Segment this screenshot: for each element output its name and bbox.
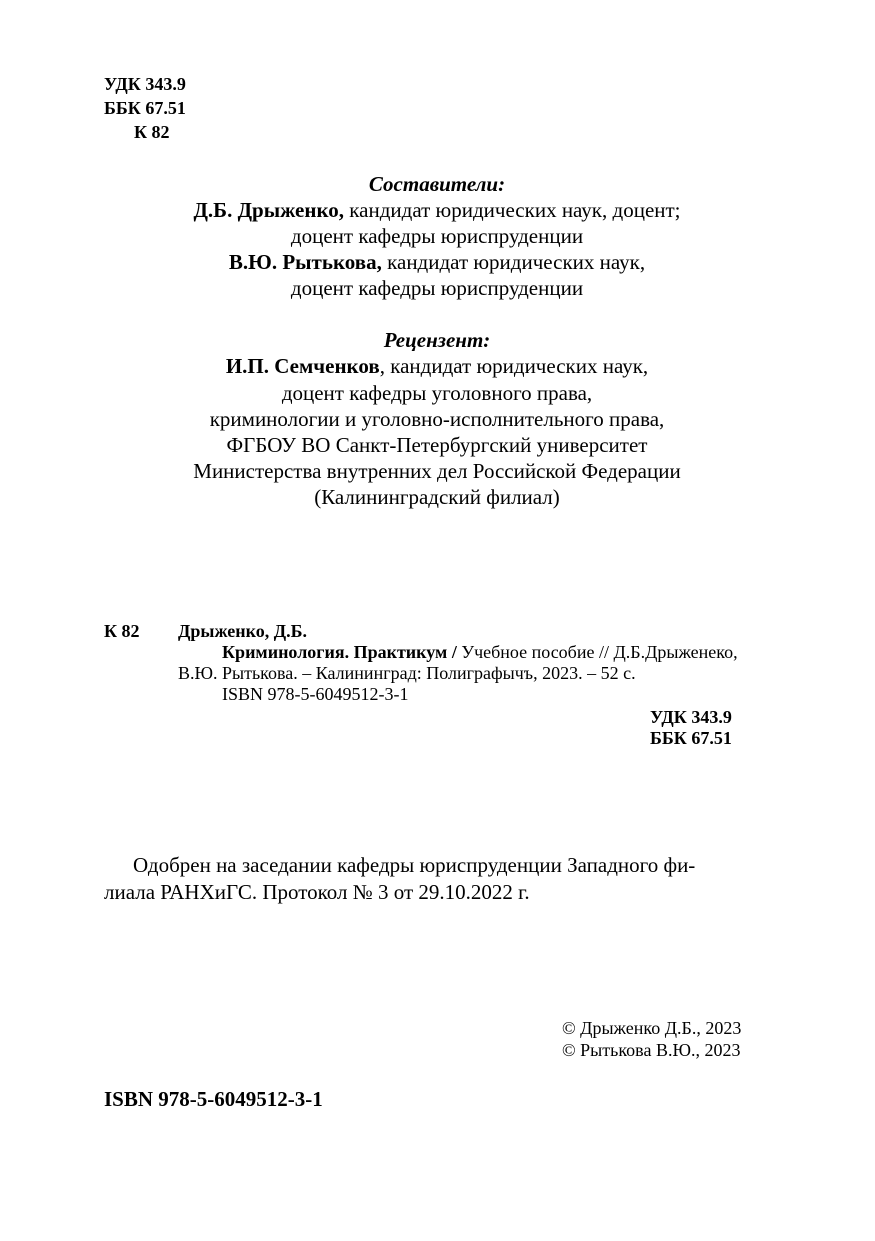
bib-udk: УДК 343.9 (650, 707, 732, 727)
bib-author: Дрыженко, Д.Б. (178, 621, 308, 641)
bib-bbk: ББК 67.51 (650, 728, 732, 748)
reviewer (100, 353, 774, 379)
bib-desc-2: В.Ю. Рытькова. – Калининград: Полиграфычъ, 2023. – 52 с. (178, 663, 636, 683)
compiler-2-name: В.Ю. Рытькова, (228, 250, 382, 274)
isbn-footer: ISBN 978-5-6049512-3-1 (104, 1087, 323, 1111)
reviewer-heading: Рецензент: (383, 328, 491, 352)
reviewer-line: Министерства внутренних дел Российской Федерации (193, 459, 681, 483)
bib-isbn: ISBN 978-5-6049512-3-1 (222, 684, 409, 704)
compiler-2-desc: кандидат юридических наук, (381, 250, 646, 274)
bib-title: Криминология. Практикум / (222, 642, 457, 662)
copyright-1: © Дрыженко Д.Б., 2023 (562, 1018, 742, 1038)
approval-line-2: лиала РАНХиГС. Протокол № 3 от 29.10.2022 г. (104, 880, 530, 904)
compiler-1-position: доцент кафедры юриспруденции (290, 224, 584, 248)
compiler-2 (100, 249, 774, 275)
author-mark: К 82 (134, 122, 170, 142)
compiler-2-position: доцент кафедры юриспруденции (290, 276, 584, 300)
copyright-2: © Рытькова В.Ю., 2023 (562, 1040, 741, 1060)
reviewer-desc: , кандидат юридических наук, (379, 354, 649, 378)
udk-code: УДК 343.9 (104, 74, 186, 94)
bib-mark: К 82 (104, 621, 140, 641)
reviewer-line: (Калининградский филиал) (314, 485, 560, 509)
reviewer-line: криминологии и уголовно-исполнительного права, (209, 407, 665, 431)
bib-desc-1: Учебное пособие // Д.Б.Дрыженеко, (456, 642, 738, 662)
reviewer-line: ФГБОУ ВО Санкт-Петербургский университет (226, 433, 648, 457)
compiler-1 (100, 197, 774, 223)
bib-title-line (222, 641, 738, 663)
bbk-code: ББК 67.51 (104, 98, 186, 118)
compilers-heading: Составители: (368, 172, 506, 196)
compiler-1-desc: кандидат юридических наук, доцент; (344, 198, 681, 222)
approval-line-1: Одобрен на заседании кафедры юриспруденции Западного фи- (133, 853, 696, 877)
reviewer-name: И.П. Семченков (225, 354, 380, 378)
compiler-1-name: Д.Б. Дрыженко, (193, 198, 345, 222)
reviewer-line: доцент кафедры уголовного права, (281, 381, 593, 405)
